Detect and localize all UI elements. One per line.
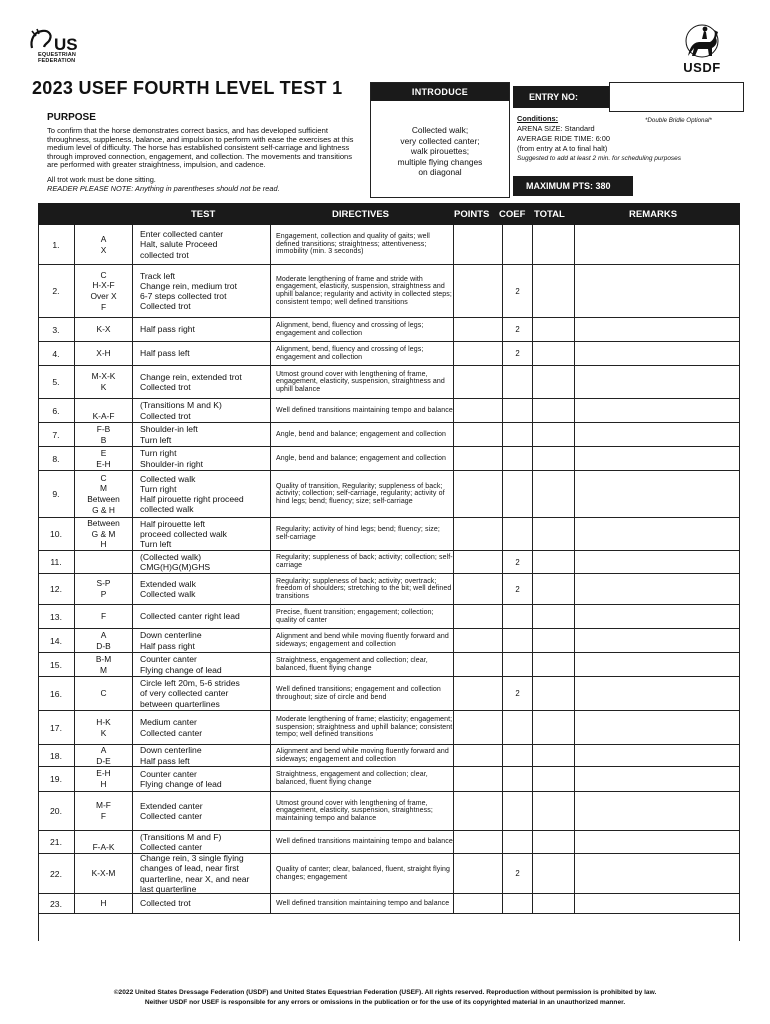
- header-coef: COEF: [499, 209, 526, 220]
- maximum-points: MAXIMUM PTS: 380: [513, 176, 633, 196]
- movement-number: 18.: [38, 745, 75, 766]
- points-cell[interactable]: [454, 318, 503, 341]
- movement-marker: C H-X-F Over X F: [75, 265, 133, 317]
- table-row: [38, 792, 740, 831]
- introduce-heading: INTRODUCE: [371, 83, 509, 101]
- arena-size: ARENA SIZE: Standard: [517, 124, 595, 133]
- remarks-cell[interactable]: [575, 342, 740, 365]
- movement-marker: [75, 551, 133, 573]
- remarks-cell[interactable]: [575, 605, 740, 628]
- coefficient-cell: [503, 605, 533, 628]
- introduce-box: [370, 82, 510, 198]
- movement-directives: Alignment and bend while moving fluently forward and sideways; engagement and collection: [271, 745, 454, 766]
- movement-marker: C M Between G & H: [75, 471, 133, 517]
- movement-number: 5.: [38, 366, 75, 398]
- movement-number: 10.: [38, 518, 75, 550]
- remarks-cell[interactable]: [575, 745, 740, 766]
- total-cell[interactable]: [533, 265, 575, 317]
- movement-marker: E E-H: [75, 447, 133, 470]
- remarks-cell[interactable]: [575, 629, 740, 652]
- coefficient-cell: 2: [503, 854, 533, 893]
- remarks-cell[interactable]: [575, 767, 740, 791]
- table-row: [38, 399, 740, 423]
- movement-marker: M-X-K K: [75, 366, 133, 398]
- movement-marker: F-A-K: [75, 831, 133, 853]
- ride-time-note: (from entry at A to final halt): [517, 144, 608, 153]
- points-cell[interactable]: [454, 653, 503, 676]
- points-cell[interactable]: [454, 366, 503, 398]
- header-total: TOTAL: [534, 209, 565, 220]
- table-row: [38, 471, 740, 518]
- copyright-line1: ©2022 United States Dressage Federation (USDF) and United States Equestrian Federation (USEF). All rights reserved. Reproduction without permission is prohibited by law.: [113, 989, 657, 996]
- movement-directives: Quality of canter; clear, balanced, fluent, straight flying changes; engagement: [271, 854, 454, 893]
- coefficient-cell: [503, 447, 533, 470]
- movement-directives: Regularity; activity of hind legs; bend; fluency; size; self-carriage: [271, 518, 454, 550]
- movement-number: 15.: [38, 653, 75, 676]
- dressage-rider-icon: [678, 22, 726, 60]
- table-row: [38, 265, 740, 318]
- points-cell[interactable]: [454, 551, 503, 573]
- movement-number: 20.: [38, 792, 75, 830]
- total-cell[interactable]: [533, 225, 575, 264]
- remarks-cell[interactable]: [575, 399, 740, 422]
- remarks-cell[interactable]: [575, 265, 740, 317]
- total-cell[interactable]: [533, 318, 575, 341]
- coefficient-cell: [503, 518, 533, 550]
- table-row: [38, 677, 740, 711]
- movement-test: Change rein, extended trot Collected trot: [133, 366, 271, 398]
- movement-marker: B-M M: [75, 653, 133, 676]
- coefficient-cell: [503, 653, 533, 676]
- purpose-heading: PURPOSE: [47, 112, 96, 123]
- movement-number: 17.: [38, 711, 75, 744]
- remarks-cell[interactable]: [575, 653, 740, 676]
- remarks-cell[interactable]: [575, 551, 740, 573]
- trot-note: [47, 175, 367, 193]
- movement-directives: Regularity; suppleness of back; activity; overtrack; freedom of shoulders; stretching to the bit; well defined transitions: [271, 574, 454, 604]
- coefficient-cell: 2: [503, 265, 533, 317]
- copyright-footer: [40, 988, 730, 1008]
- remarks-cell[interactable]: [575, 318, 740, 341]
- us-logo-letters: US: [54, 35, 78, 54]
- reader-note: READER PLEASE NOTE: Anything in parentheses should not be read.: [47, 184, 280, 193]
- points-cell[interactable]: [454, 629, 503, 652]
- usdf-logo-text: USDF: [683, 60, 721, 75]
- remarks-cell[interactable]: [575, 792, 740, 830]
- horse-head-icon: [28, 28, 88, 54]
- table-row: [38, 551, 740, 574]
- us-logo-line1: EQUESTRIAN: [38, 52, 77, 58]
- movement-directives: Straightness, engagement and collection; clear, balanced, fluent flying change: [271, 653, 454, 676]
- movement-directives: Engagement, collection and quality of gaits; well defined transitions; straightness; attentiveness; immobility (min. 3 seconds): [271, 225, 454, 264]
- movement-marker: M-F F: [75, 792, 133, 830]
- table-row: [38, 366, 740, 399]
- movement-test: Counter canter Flying change of lead: [133, 653, 271, 676]
- remarks-cell[interactable]: [575, 471, 740, 517]
- remarks-cell[interactable]: [575, 423, 740, 446]
- points-cell[interactable]: [454, 447, 503, 470]
- total-cell[interactable]: [533, 342, 575, 365]
- usdf-logo: [678, 22, 726, 74]
- header-test: TEST: [191, 209, 216, 220]
- table-row: [38, 854, 740, 894]
- movement-marker: A D-E: [75, 745, 133, 766]
- points-cell[interactable]: [454, 831, 503, 853]
- remarks-cell[interactable]: [575, 366, 740, 398]
- movement-directives: Moderate lengthening of frame and stride with engagement, elasticity, suspension, straightness and uphill balance; regularity and activity in collected steps; consistent tempo; well defined transitions: [271, 265, 454, 317]
- table-row: [38, 831, 740, 854]
- total-cell[interactable]: [533, 366, 575, 398]
- points-cell[interactable]: [454, 423, 503, 446]
- movement-directives: Well defined transition maintaining tempo and balance: [271, 894, 454, 913]
- movement-directives: Alignment, bend, fluency and crossing of legs; engagement and collection: [271, 342, 454, 365]
- total-cell[interactable]: [533, 677, 575, 710]
- movement-directives: Angle, bend and balance; engagement and collection: [271, 447, 454, 470]
- movement-directives: Precise, fluent transition; engagement; collection; quality of canter: [271, 605, 454, 628]
- total-cell[interactable]: [533, 854, 575, 893]
- table-row: [38, 745, 740, 767]
- coefficient-cell: 2: [503, 318, 533, 341]
- table-row: [38, 342, 740, 366]
- movement-number: 7.: [38, 423, 75, 446]
- coefficient-cell: [503, 894, 533, 913]
- coefficient-cell: 2: [503, 574, 533, 604]
- points-cell[interactable]: [454, 399, 503, 422]
- coefficient-cell: [503, 471, 533, 517]
- total-cell[interactable]: [533, 629, 575, 652]
- us-logo-line2: FEDERATION: [38, 58, 76, 64]
- movement-number: 23.: [38, 894, 75, 913]
- movement-marker: F: [75, 605, 133, 628]
- table-row: [38, 318, 740, 342]
- movement-number: 1.: [38, 225, 75, 264]
- movement-directives: Moderate lengthening of frame; elasticity; engagement; suspension; straightness and uphill balance; consistent tempo; well defined transitions: [271, 711, 454, 744]
- table-row: [38, 653, 740, 677]
- points-cell[interactable]: [454, 711, 503, 744]
- coefficient-cell: [503, 745, 533, 766]
- bridle-note: *Double Bridle Optional*: [645, 117, 712, 124]
- table-row: [38, 423, 740, 447]
- points-cell[interactable]: [454, 225, 503, 264]
- coefficient-cell: [503, 366, 533, 398]
- movement-test: Change rein, 3 single flying changes of lead, near first quarterline, near X, and near last quarterline: [133, 854, 271, 893]
- movement-marker: K-A-F: [75, 399, 133, 422]
- movement-number: 21.: [38, 831, 75, 853]
- trot-note-text: All trot work must be done sitting.: [47, 175, 156, 184]
- total-cell[interactable]: [533, 711, 575, 744]
- movement-test: Half pirouette left proceed collected walk Turn left: [133, 518, 271, 550]
- remarks-cell[interactable]: [575, 894, 740, 913]
- movement-directives: Well defined transitions maintaining tempo and balance: [271, 399, 454, 422]
- movement-directives: Straightness, engagement and collection; clear, balanced, fluent flying change: [271, 767, 454, 791]
- total-cell[interactable]: [533, 792, 575, 830]
- coefficient-cell: [503, 767, 533, 791]
- movement-test: Extended walk Collected walk: [133, 574, 271, 604]
- total-cell[interactable]: [533, 653, 575, 676]
- points-cell[interactable]: [454, 792, 503, 830]
- table-row: [38, 629, 740, 653]
- total-cell[interactable]: [533, 551, 575, 573]
- total-cell[interactable]: [533, 447, 575, 470]
- coefficient-cell: [503, 711, 533, 744]
- total-cell[interactable]: [533, 767, 575, 791]
- total-cell[interactable]: [533, 831, 575, 853]
- points-cell[interactable]: [454, 605, 503, 628]
- movement-directives: Alignment and bend while moving fluently forward and sideways; engagement and collection: [271, 629, 454, 652]
- remarks-cell[interactable]: [575, 854, 740, 893]
- table-row: [38, 605, 740, 629]
- points-cell[interactable]: [454, 767, 503, 791]
- movement-marker: A D-B: [75, 629, 133, 652]
- total-cell[interactable]: [533, 574, 575, 604]
- points-cell[interactable]: [454, 745, 503, 766]
- movement-directives: Alignment, bend, fluency and crossing of legs; engagement and collection: [271, 318, 454, 341]
- points-cell[interactable]: [454, 342, 503, 365]
- entry-number-field[interactable]: [609, 82, 744, 112]
- coefficient-cell: [503, 225, 533, 264]
- header-points: POINTS: [454, 209, 490, 220]
- movement-test: Down centerline Half pass right: [133, 629, 271, 652]
- movement-test: Extended canter Collected canter: [133, 792, 271, 830]
- movement-marker: K-X: [75, 318, 133, 341]
- table-row: [38, 574, 740, 605]
- movement-directives: Utmost ground cover with lengthening of frame, engagement, elasticity, suspension, straightness and uphill balance: [271, 366, 454, 398]
- coefficient-cell: [503, 423, 533, 446]
- total-cell[interactable]: [533, 745, 575, 766]
- table-row: [38, 225, 740, 265]
- test-title: 2023 USEF FOURTH LEVEL TEST 1: [32, 78, 343, 98]
- header-remarks: REMARKS: [629, 209, 678, 220]
- remarks-cell[interactable]: [575, 518, 740, 550]
- movement-number: 14.: [38, 629, 75, 652]
- total-cell[interactable]: [533, 423, 575, 446]
- movement-number: 3.: [38, 318, 75, 341]
- movement-marker: C: [75, 677, 133, 710]
- movement-directives: Utmost ground cover with lengthening of frame, engagement, elasticity, suspension, straightness; maintaining tempo and balance: [271, 792, 454, 830]
- movement-directives: Regularity; suppleness of back; activity; collection; self-carriage: [271, 551, 454, 573]
- movement-marker: H: [75, 894, 133, 913]
- total-cell[interactable]: [533, 471, 575, 517]
- movement-number: 22.: [38, 854, 75, 893]
- movement-number: 9.: [38, 471, 75, 517]
- movement-number: 13.: [38, 605, 75, 628]
- purpose-text: To confirm that the horse demonstrates correct basics, and has developed sufficient throughness, suppleness, balance, and impulsion to perform with ease the exercises at this medium level of difficulty. The horse has established consistent self-carriage and lightness through improved connection, engagement, and collection. The movements and transitions are performed with greater straightness, impulsion, and cadence.: [47, 126, 354, 170]
- movement-number: 6.: [38, 399, 75, 422]
- coefficient-cell: [503, 399, 533, 422]
- coefficient-cell: 2: [503, 677, 533, 710]
- table-row: [38, 894, 740, 914]
- movement-test: Half pass right: [133, 318, 271, 341]
- table-row: [38, 518, 740, 551]
- movement-marker: Between G & M H: [75, 518, 133, 550]
- movement-test: Turn right Shoulder-in right: [133, 447, 271, 470]
- movement-test: Shoulder-in left Turn left: [133, 423, 271, 446]
- points-cell[interactable]: [454, 677, 503, 710]
- coefficient-cell: [503, 792, 533, 830]
- movement-number: 11.: [38, 551, 75, 573]
- scheduling-suggestion: Suggested to add at least 2 min. for scheduling purposes: [517, 155, 682, 162]
- points-cell[interactable]: [454, 518, 503, 550]
- movement-number: 16.: [38, 677, 75, 710]
- coefficient-cell: [503, 629, 533, 652]
- movement-directives: Well defined transitions maintaining tempo and balance: [271, 831, 454, 853]
- us-equestrian-logo: [28, 28, 88, 72]
- table-row: [38, 767, 740, 792]
- movement-test: Enter collected canter Halt, salute Proceed collected trot: [133, 225, 271, 264]
- table-header: [38, 203, 740, 225]
- remarks-cell[interactable]: [575, 225, 740, 264]
- movement-test: Collected trot: [133, 894, 271, 913]
- movement-test: Half pass left: [133, 342, 271, 365]
- movement-marker: E-H H: [75, 767, 133, 791]
- coefficient-cell: 2: [503, 342, 533, 365]
- movement-marker: F-B B: [75, 423, 133, 446]
- movement-test: Collected walk Turn right Half pirouette right proceed collected walk: [133, 471, 271, 517]
- table-row: [38, 711, 740, 745]
- coefficient-cell: [503, 831, 533, 853]
- conditions-heading: Conditions:: [517, 114, 559, 123]
- introduce-text: Collected walk; very collected canter; walk pirouettes; multiple flying changes on diagonal: [397, 125, 483, 178]
- header-directives: DIRECTIVES: [332, 209, 390, 220]
- movement-test: Track left Change rein, medium trot 6-7 steps collected trot Collected trot: [133, 265, 271, 317]
- copyright-line2: Neither USDF nor USEF is responsible for any errors or omissions in the publication or for the use of its copyrighted material in an unauthorized manner.: [144, 999, 626, 1006]
- points-cell[interactable]: [454, 265, 503, 317]
- movement-marker: H-K K: [75, 711, 133, 744]
- movement-number: 19.: [38, 767, 75, 791]
- total-cell[interactable]: [533, 605, 575, 628]
- movement-number: 8.: [38, 447, 75, 470]
- total-cell[interactable]: [533, 518, 575, 550]
- movement-marker: K-X-M: [75, 854, 133, 893]
- ride-time: AVERAGE RIDE TIME: 6:00: [517, 134, 610, 143]
- movement-number: 12.: [38, 574, 75, 604]
- points-cell[interactable]: [454, 471, 503, 517]
- us-logo-org-name: [38, 52, 76, 64]
- movement-directives: Well defined transitions; engagement and collection throughout; size of circle and bend: [271, 677, 454, 710]
- movement-test: Medium canter Collected canter: [133, 711, 271, 744]
- points-cell[interactable]: [454, 574, 503, 604]
- total-cell[interactable]: [533, 894, 575, 913]
- movement-test: (Transitions M and K) Collected trot: [133, 399, 271, 422]
- remarks-cell[interactable]: [575, 574, 740, 604]
- remarks-cell[interactable]: [575, 831, 740, 853]
- movement-directives: Quality of transition, Regularity; suppleness of back; activity; collection; self-carriage, regularity; activity of hind legs; bend; fluency; size; self-carriage: [271, 471, 454, 517]
- movement-test: (Transitions M and F) Collected canter: [133, 831, 271, 853]
- movement-test: Counter canter Flying change of lead: [133, 767, 271, 791]
- movement-test: Down centerline Half pass left: [133, 745, 271, 766]
- movement-marker: A X: [75, 225, 133, 264]
- movement-number: 2.: [38, 265, 75, 317]
- movement-marker: S-P P: [75, 574, 133, 604]
- total-cell[interactable]: [533, 399, 575, 422]
- entry-label: ENTRY NO:: [513, 86, 609, 108]
- table-row: [38, 447, 740, 471]
- movement-marker: X-H: [75, 342, 133, 365]
- coefficient-cell: 2: [503, 551, 533, 573]
- movement-test: (Collected walk) CMG(H)G(M)GHS: [133, 551, 271, 573]
- remarks-cell[interactable]: [575, 447, 740, 470]
- movement-test: Circle left 20m, 5-6 strides of very collected canter between quarterlines: [133, 677, 271, 710]
- movement-number: 4.: [38, 342, 75, 365]
- movement-test: Collected canter right lead: [133, 605, 271, 628]
- movement-directives: Angle, bend and balance; engagement and collection: [271, 423, 454, 446]
- remarks-cell[interactable]: [575, 711, 740, 744]
- points-cell[interactable]: [454, 894, 503, 913]
- points-cell[interactable]: [454, 854, 503, 893]
- remarks-cell[interactable]: [575, 677, 740, 710]
